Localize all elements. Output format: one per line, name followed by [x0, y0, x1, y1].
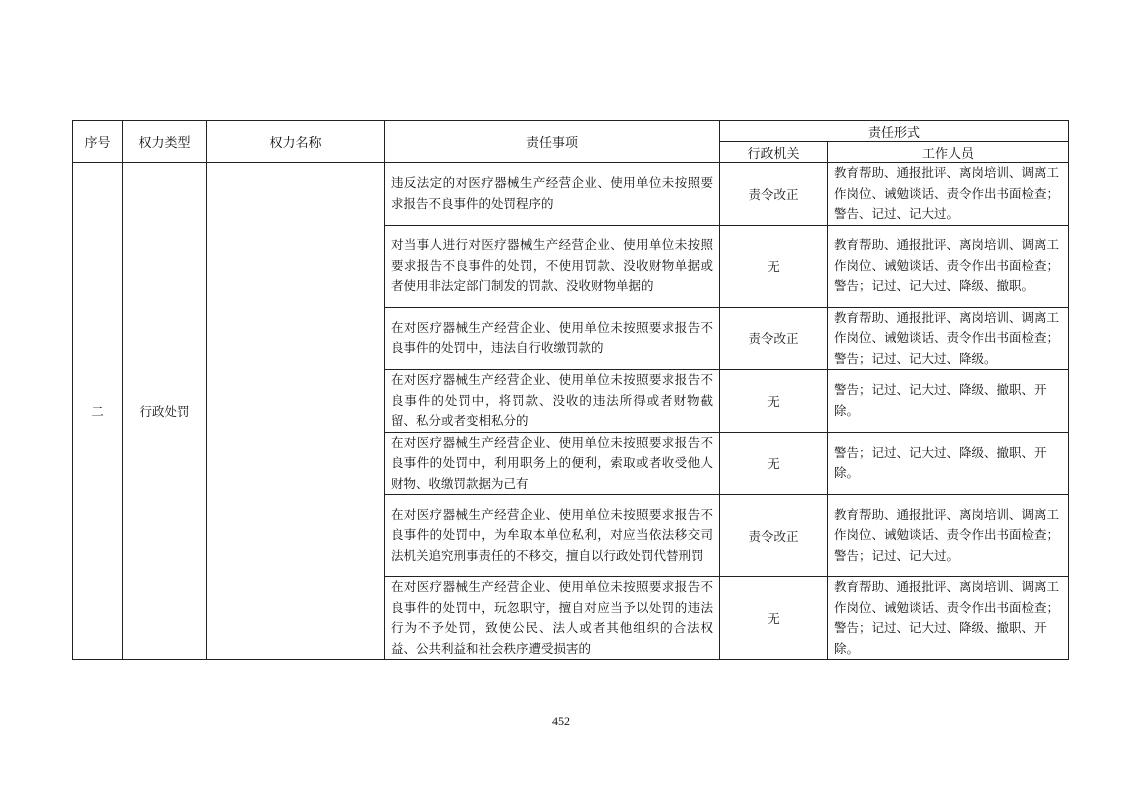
row-staff: 教育帮助、通报批评、离岗培训、调离工作岗位、诫勉谈话、责令作出书面检查；警告；记过、记大过。: [828, 495, 1069, 577]
row-agency: 无: [720, 432, 828, 495]
row-matter: 在对医疗器械生产经营企业、使用单位未按照要求报告不良事件的处罚中，玩忽职守，擅自对应当予以处罚的违法行为不予处罚，致使公民、法人或者其他组织的合法权益、公共利益和社会秩序遭受损害的: [385, 577, 720, 660]
row-staff: 警告；记过、记大过、降级、撤职、开除。: [828, 432, 1069, 495]
header-staff: 工作人员: [828, 142, 1069, 163]
row-matter: 在对医疗器械生产经营企业、使用单位未按照要求报告不良事件的处罚中，为牟取本单位私利，对应当依法移交司法机关追究刑事责任的不移交，擅自以行政处罚代替刑罚: [385, 495, 720, 577]
page-number: 452: [552, 714, 570, 728]
row-agency: 无: [720, 577, 828, 660]
row-staff: 教育帮助、通报批评、离岗培训、调离工作岗位、诫勉谈话、责令作出书面检查；警告、记过、记大过。: [828, 163, 1069, 226]
header-agency: 行政机关: [720, 142, 828, 163]
row-matter: 在对医疗器械生产经营企业、使用单位未按照要求报告不良事件的处罚中，利用职务上的便利，索取或者收受他人财物、收缴罚款据为己有: [385, 432, 720, 495]
row-matter: 在对医疗器械生产经营企业、使用单位未按照要求报告不良事件的处罚中，违法自行收缴罚款的: [385, 307, 720, 370]
header-index: 序号: [73, 121, 123, 163]
row-agency: 责令改正: [720, 495, 828, 577]
row-agency: 无: [720, 225, 828, 307]
row-agency: 无: [720, 370, 828, 433]
header-matter: 责任事项: [385, 121, 720, 163]
row-matter: 对当事人进行对医疗器械生产经营企业、使用单位未按照要求报告不良事件的处罚，不使用罚款、没收财物单据或者使用非法定部门制发的罚款、没收财物单据的: [385, 225, 720, 307]
responsibility-table: [72, 120, 1069, 660]
row-staff: 警告；记过、记大过、降级、撤职、开除。: [828, 370, 1069, 433]
row-staff: 教育帮助、通报批评、离岗培训、调离工作岗位、诫勉谈话、责令作出书面检查；警告；记过、记大过、降级、撤职、开除。: [828, 577, 1069, 660]
row-staff: 教育帮助、通报批评、离岗培训、调离工作岗位、诫勉谈话、责令作出书面检查；警告；记过、记大过、降级、撤职。: [828, 225, 1069, 307]
header-form: 责任形式: [720, 121, 1069, 142]
row-matter: 在对医疗器械生产经营企业、使用单位未按照要求报告不良事件的处罚中，将罚款、没收的违法所得或者财物截留、私分或者变相私分的: [385, 370, 720, 433]
table-row: [73, 163, 1069, 226]
row-agency: 责令改正: [720, 307, 828, 370]
group-power-type: 行政处罚: [123, 163, 207, 660]
row-staff: 教育帮助、通报批评、离岗培训、调离工作岗位、诫勉谈话、责令作出书面检查；警告；记过、记大过、降级。: [828, 307, 1069, 370]
group-index: 二: [73, 163, 123, 660]
group-power-name: [207, 163, 385, 660]
row-matter: 违反法定的对医疗器械生产经营企业、使用单位未按照要求报告不良事件的处罚程序的: [385, 163, 720, 226]
header-power-type: 权力类型: [123, 121, 207, 163]
row-agency: 责令改正: [720, 163, 828, 226]
header-power-name: 权力名称: [207, 121, 385, 163]
